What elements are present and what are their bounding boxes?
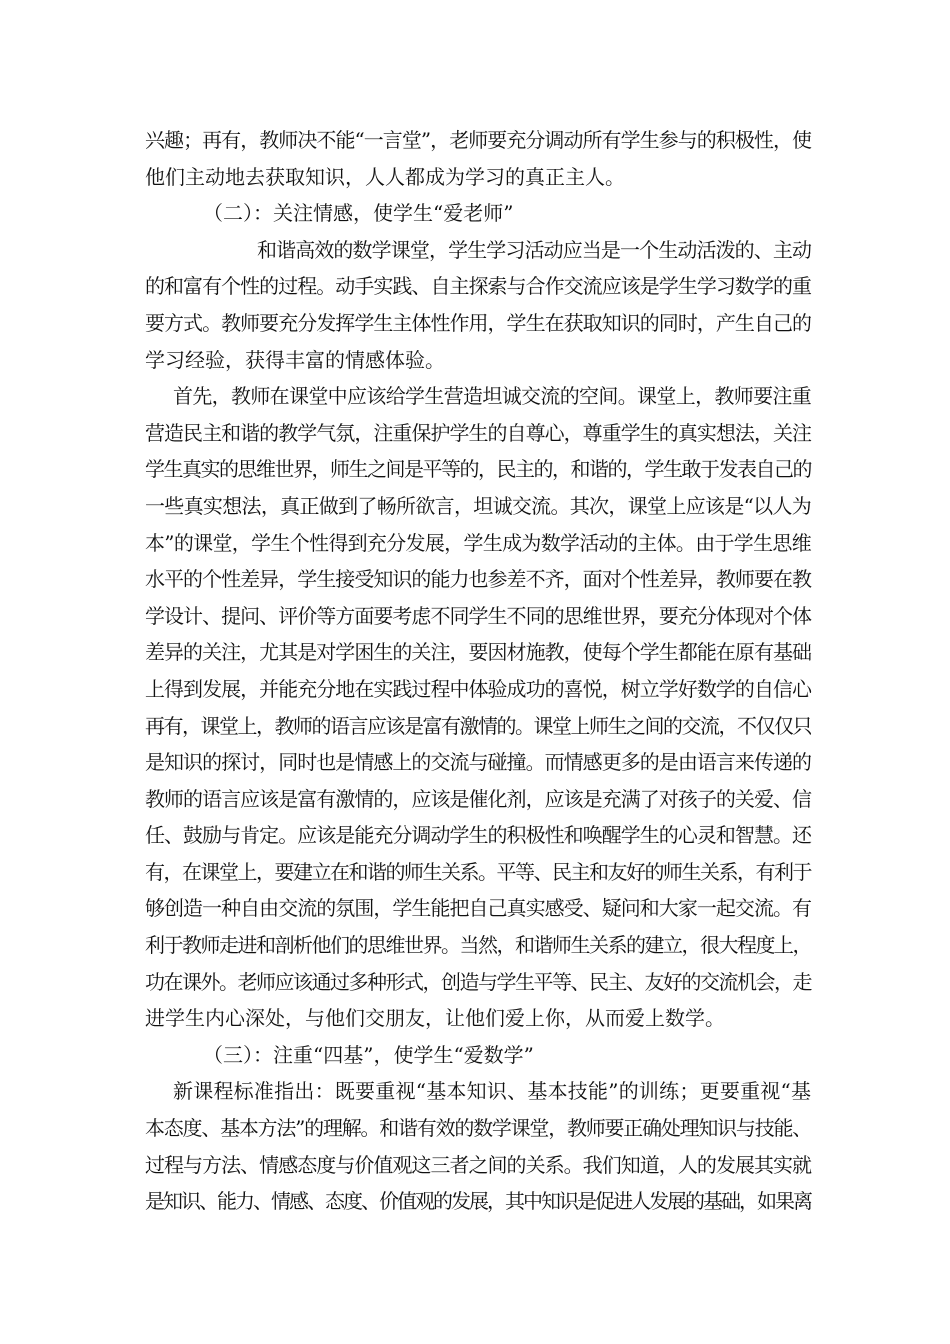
paragraph-line: 是知识的探讨，同时也是情感上的交流与碰撞。而情感更多的是由语言来传递的 bbox=[145, 750, 811, 775]
paragraph-line: 的和富有个性的过程。动手实践、自主探索与合作交流应该是学生学习数学的重 bbox=[145, 274, 811, 299]
paragraph-line: 营造民主和谐的教学气氛，注重保护学生的自尊心，尊重学生的真实想法，关注 bbox=[145, 420, 811, 445]
paragraph-line: 再有，课堂上，教师的语言应该是富有激情的。课堂上师生之间的交流，不仅仅只 bbox=[145, 713, 811, 738]
paragraph-line: 上得到发展，并能充分地在实践过程中体验成功的喜悦，树立学好数学的自信心 bbox=[145, 676, 811, 701]
paragraph-line: 兴趣；再有，教师决不能“一言堂”，老师要充分调动所有学生参与的积极性，使 bbox=[145, 128, 811, 152]
paragraph-line: 教师的语言应该是富有激情的，应该是催化剂，应该是充满了对孩子的关爱、信 bbox=[145, 786, 811, 811]
paragraph-line: 和谐高效的数学课堂，学生学习活动应当是一个生动活泼的、主动 bbox=[257, 237, 811, 262]
paragraph-line: 功在课外。老师应该通过多种形式，创造与学生平等、民主、友好的交流机会，走 bbox=[145, 969, 811, 994]
paragraph-line: 学设计、提问、评价等方面要考虑不同学生不同的思维世界，要充分体现对个体 bbox=[145, 603, 811, 628]
paragraph-line: 学生真实的思维世界，师生之间是平等的，民主的，和谐的，学生敢于发表自己的 bbox=[145, 457, 811, 482]
paragraph-line: 首先，教师在课堂中应该给学生营造坦诚交流的空间。课堂上，教师要注重 bbox=[173, 384, 811, 409]
paragraph-line: 有，在课堂上，要建立在和谐的师生关系。平等、民主和友好的师生关系，有利于 bbox=[145, 859, 811, 884]
section-heading: （二）：关注情感，使学生“爱老师” bbox=[203, 201, 514, 226]
section-heading: （三）：注重“四基”，使学生“爱数学” bbox=[203, 1042, 534, 1067]
document-body bbox=[145, 122, 811, 1220]
paragraph-line: 本”的课堂，学生个性得到充分发展，学生成为数学活动的主体。由于学生思维 bbox=[145, 530, 811, 555]
paragraph-line: 利于教师走进和剖析他们的思维世界。当然，和谐师生关系的建立，很大程度上， bbox=[145, 933, 811, 958]
paragraph-line: 他们主动地去获取知识，人人都成为学习的真正主人。 bbox=[145, 164, 625, 189]
paragraph-line: 够创造一种自由交流的氛围，学生能把自己真实感受、疑问和大家一起交流。有 bbox=[145, 896, 811, 921]
paragraph-line: 任、鼓励与肯定。应该是能充分调动学生的积极性和唤醒学生的心灵和智慧。还 bbox=[145, 823, 811, 848]
paragraph-line: 差异的关注，尤其是对学困生的关注，要因材施教，使每个学生都能在原有基础 bbox=[145, 640, 811, 665]
paragraph-line: 过程与方法、情感态度与价值观这三者之间的关系。我们知道，人的发展其实就 bbox=[145, 1152, 811, 1177]
paragraph-line: 进学生内心深处，与他们交朋友，让他们爱上你，从而爱上数学。 bbox=[145, 1006, 725, 1031]
paragraph-line: 一些真实想法，真正做到了畅所欲言，坦诚交流。其次，课堂上应该是“以人为 bbox=[145, 493, 811, 518]
paragraph-line: 新课程标准指出：既要重视“基本知识、基本技能”的训练；更要重视“基 bbox=[173, 1079, 811, 1104]
paragraph-line: 水平的个性差异，学生接受知识的能力也参差不齐，面对个性差异，教师要在教 bbox=[145, 567, 811, 592]
paragraph-line: 学习经验，获得丰富的情感体验。 bbox=[145, 347, 445, 372]
paragraph-line: 本态度、基本方法”的理解。和谐有效的数学课堂，教师要正确处理知识与技能、 bbox=[145, 1116, 811, 1141]
paragraph-line: 是知识、能力、情感、态度、价值观的发展，其中知识是促进人发展的基础，如果离 bbox=[145, 1189, 811, 1214]
paragraph-line: 要方式。教师要充分发挥学生主体性作用，学生在获取知识的同时，产生自己的 bbox=[145, 310, 811, 335]
